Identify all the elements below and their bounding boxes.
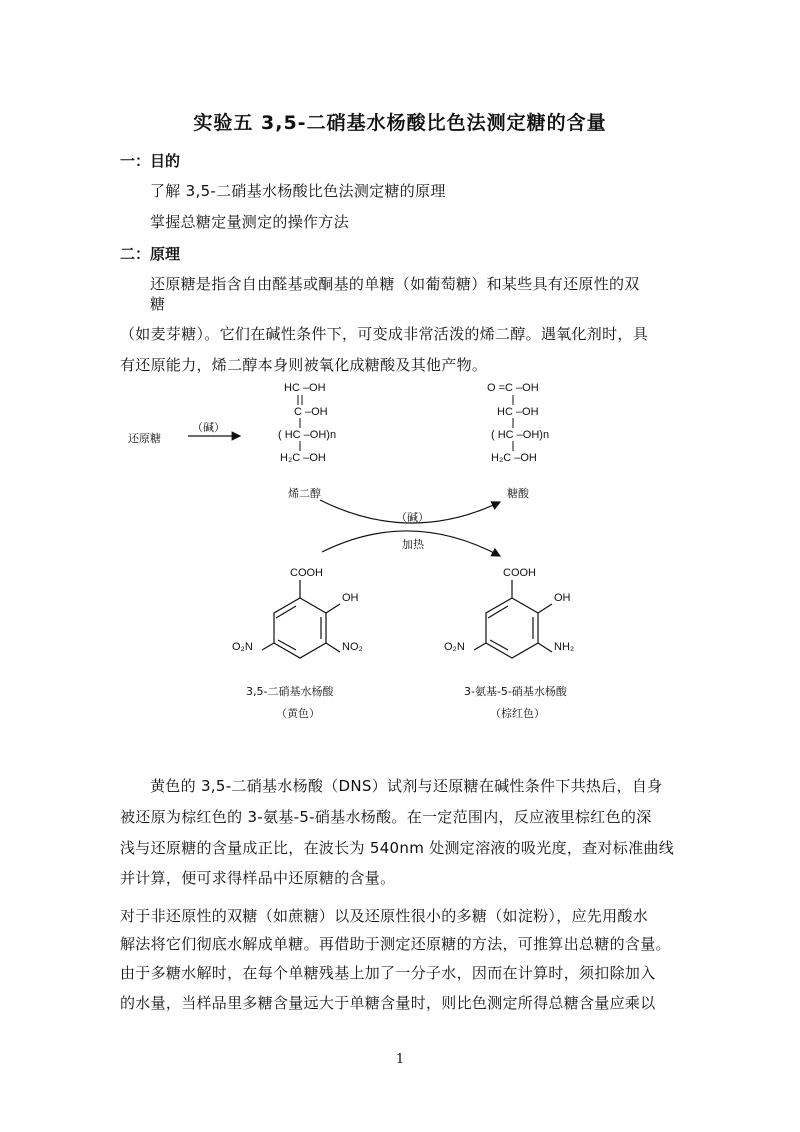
paragraph3-line-3: 由于多糖水解时，在每个单糖残基上加了一分子水，因而在计算时，须扣除加入	[120, 964, 656, 982]
dns-color: （黄色）	[276, 707, 320, 720]
acid-row-1: O =C –OH	[487, 382, 539, 394]
product-oh: OH	[554, 592, 571, 604]
enediol-label: 烯二醇	[288, 487, 321, 500]
acid-row-2: HC –OH	[497, 406, 539, 418]
enediol-row-3: ( HC –OH)n	[278, 429, 337, 441]
principle-line-1: 还原糖是指含自由醛基或酮基的单糖（如葡萄糖）和某些具有还原性的双	[150, 275, 640, 293]
enediol-row-2: C –OH	[294, 406, 328, 418]
heating-label: 加热	[402, 538, 424, 551]
dns-benzene-ring	[262, 580, 340, 658]
dns-name: 3,5-二硝基水杨酸	[246, 685, 334, 698]
purpose-item-1: 了解 3,5-二硝基水杨酸比色法测定糖的原理	[150, 182, 446, 200]
principle-line-2: 糖	[150, 295, 166, 313]
enediol-row-4: H₂C –OH	[280, 452, 326, 464]
product-nh2: NH₂	[554, 641, 575, 653]
product-name: 3-氨基-5-硝基水杨酸	[464, 685, 567, 698]
principle-line-4: 有还原能力，烯二醇本身则被氧化成糖酸及其他产物。	[120, 356, 488, 374]
dns-no2-right: NO₂	[342, 641, 363, 653]
acid-row-3: ( HC –OH)n	[491, 429, 550, 441]
alkali-label-2: （碱）	[396, 511, 429, 524]
dns-oh: OH	[342, 592, 359, 604]
principle-heading: 二：原理	[120, 245, 181, 263]
product-color: （棕红色）	[490, 707, 545, 720]
dns-cooh: COOH	[290, 567, 323, 579]
purpose-heading: 一：目的	[120, 152, 181, 170]
enediol-row-1: HC –OH	[284, 382, 326, 394]
alkali-label-1: （碱）	[192, 421, 225, 434]
product-no2-left: O₂N	[444, 641, 465, 653]
paragraph2-line-4: 并计算，便可求得样品中还原糖的含量。	[120, 869, 396, 887]
product-benzene-ring	[474, 580, 552, 658]
sugar-acid-label: 糖酸	[507, 487, 529, 500]
acid-row-4: H₂C –OH	[491, 452, 537, 464]
reducing-sugar-label: 还原糖	[128, 432, 161, 445]
principle-line-3: （如麦芽糖）。它们在碱性条件下，可变成非常活泼的烯二醇。遇氧化剂时，具	[120, 325, 649, 343]
paragraph3-line-2: 解法将它们彻底水解成单糖。再借助于测定还原糖的方法，可推算出总糖的含量。	[120, 935, 671, 953]
paragraph3-line-1: 对于非还原性的双糖（如蔗糖）以及还原性很小的多糖（如淀粉），应先用酸水	[120, 907, 649, 925]
purpose-item-2: 掌握总糖定量测定的操作方法	[150, 213, 349, 231]
product-cooh: COOH	[503, 567, 536, 579]
page-title: 实验五 3,5-二硝基水杨酸比色法测定糖的含量	[193, 112, 607, 134]
paragraph2-line-3: 浅与还原糖的含量成正比，在波长为 540nm 处测定溶液的吸光度，查对标准曲线	[120, 839, 674, 857]
paragraph3-line-4: 的水量，当样品里多糖含量远大于单糖含量时，则比色测定所得总糖含量应乘以	[120, 994, 656, 1012]
paragraph2-line-2: 被还原为棕红色的 3-氨基-5-硝基水杨酸。在一定范围内，反应液里棕红色的深	[120, 808, 652, 826]
page-number: 1	[395, 1052, 405, 1067]
paragraph2-line-1: 黄色的 3,5-二硝基水杨酸（DNS）试剂与还原糖在碱性条件下共热后，自身	[150, 777, 663, 795]
dns-no2-left: O₂N	[232, 641, 253, 653]
